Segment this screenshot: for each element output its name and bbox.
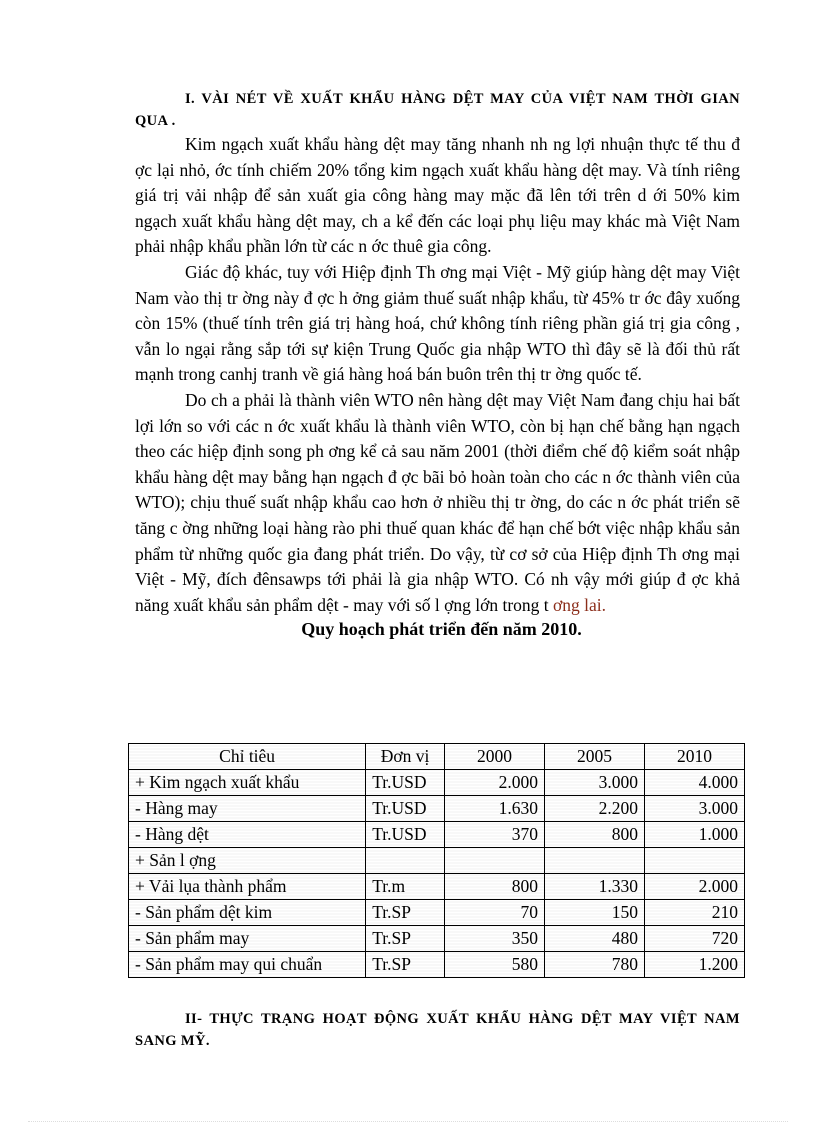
table-row: [129, 874, 745, 900]
table-header-row: [129, 744, 745, 770]
page-bottom-border: [28, 1121, 788, 1122]
header-cell: 2000: [444, 744, 544, 770]
table-cell: Tr.USD: [366, 796, 445, 822]
table-cell: 2.000: [644, 874, 744, 900]
table-cell: 210: [644, 900, 744, 926]
header-cell: Chỉ tiêu: [129, 744, 366, 770]
paragraph-2: Giác độ khác, tuy với Hiệp định Th ơng mại Việt - Mỹ giúp hàng dệt may Việt Nam vào thị tr ờng này đ ợc h ởng giảm thuế suất nhập khẩu, từ 45% tr ớc đây xuống còn 15% (thuế tính trên giá trị hàng hoá, chứ không tính riêng phần giá trị gia công , vẫn lo ngại rằng sắp tới sự kiện Trung Quốc gia nhập WTO thì đây sẽ là đối thủ rất mạnh trong canhj tranh về giá hàng hoá bán buôn trên thị tr ờng quốc tế.: [135, 261, 740, 385]
table-cell: - Hàng may: [129, 796, 366, 822]
section-2: [135, 1008, 740, 1052]
table-cell: 2.200: [544, 796, 644, 822]
table-cell: - Sản phẩm dệt kim: [129, 900, 366, 926]
table-cell: 2.000: [444, 770, 544, 796]
table-cell: 480: [544, 926, 644, 952]
table-cell: 780: [544, 952, 644, 978]
paragraph-3-tail: ơng lai.: [553, 594, 607, 615]
header-cell: 2010: [644, 744, 744, 770]
table-cell: 580: [444, 952, 544, 978]
table-cell: 800: [444, 874, 544, 900]
table-row: [129, 926, 745, 952]
table-row: [129, 848, 745, 874]
document-body: [135, 88, 740, 640]
table-row: [129, 796, 745, 822]
paragraph-1: Kim ngạch xuất khẩu hàng dệt may tăng nhanh nh ng lợi nhuận thực tế thu đ ợc lại nhỏ, ớc tính chiếm 20% tổng kim ngạch xuất khẩu hàng dệt may. Và tính riêng giá trị vải nhập để sản xuất gia công hàng may mặc đã lên tới trên d ới 50% kim ngạch xuất khẩu hàng dệt may, ch a kể đến các loại phụ liệu may khác mà Việt Nam phải nhập khẩu phần lớn từ các n ớc thuê gia công.: [135, 134, 740, 257]
table-cell: Tr.USD: [366, 822, 445, 848]
section-1-heading: I. VÀI NÉT VỀ XUẤT KHẨU HÀNG DỆT MAY CỦA VIỆT NAM THỜI GIAN QUA .: [135, 91, 740, 129]
table-cell: [644, 848, 744, 874]
table-cell: 370: [444, 822, 544, 848]
table-row: [129, 900, 745, 926]
table-cell: + Sản l ợng: [129, 848, 366, 874]
table-cell: 150: [544, 900, 644, 926]
table-cell: + Kim ngạch xuất khẩu: [129, 770, 366, 796]
table-cell: Tr.SP: [366, 926, 445, 952]
table-cell: - Hàng dệt: [129, 822, 366, 848]
table-cell: - Sản phẩm may qui chuẩn: [129, 952, 366, 978]
table-cell: 800: [544, 822, 644, 848]
table-cell: 1.330: [544, 874, 644, 900]
table-title: Quy hoạch phát triển đến năm 2010.: [301, 619, 582, 640]
paragraph-3-text: Do ch a phải là thành viên WTO nên hàng dệt may Việt Nam đang chịu hai bất lợi lớn so với các n ớc xuất khẩu là thành viên WTO, còn bị hạn chế bằng hạn ngạch theo các hiệp định song ph ơng kể cả sau năm 2001 (thời điểm chế độ kiểm soát nhập khẩu hàng dệt may bằng hạn ngạch đ ợc bãi bỏ hoàn toàn cho các n ớc thành viên của WTO); chịu thuế suất nhập khẩu cao hơn ở nhiều thị tr ờng, do các n ớc phát triển sẽ tăng c ờng những loại hàng rào phi thuế quan khác để hạn chế bớt việc nhập khẩu sản phẩm từ những quốc gia đang phát triển. Do vậy, từ cơ sở của Hiệp định Th ơng mại Việt - Mỹ, đích đênsawps tới phải là gia nhập WTO. Có nh vậy mới giúp đ ợc khả năng xuất khẩu sản phẩm dệt - may với số l ợng lớn trong t: [135, 389, 740, 615]
table-cell: 1.630: [444, 796, 544, 822]
table-cell: [366, 848, 445, 874]
header-cell: 2005: [544, 744, 644, 770]
table-cell: 4.000: [644, 770, 744, 796]
table-cell: - Sản phẩm may: [129, 926, 366, 952]
section-2-heading: II- THỰC TRẠNG HOẠT ĐỘNG XUẤT KHẨU HÀNG DỆT MAY VIỆT NAM SANG MỸ.: [135, 1011, 740, 1049]
table-cell: Tr.SP: [366, 952, 445, 978]
table-cell: Tr.SP: [366, 900, 445, 926]
development-plan-table: [128, 743, 745, 978]
table-cell: [544, 848, 644, 874]
table-cell: Tr.m: [366, 874, 445, 900]
table-cell: + Vải lụa thành phẩm: [129, 874, 366, 900]
table-cell: 3.000: [544, 770, 644, 796]
table-row: [129, 822, 745, 848]
table-cell: 720: [644, 926, 744, 952]
table-cell: 70: [444, 900, 544, 926]
table-cell: 1.000: [644, 822, 744, 848]
table-cell: 3.000: [644, 796, 744, 822]
table-row: [129, 952, 745, 978]
table-cell: Tr.USD: [366, 770, 445, 796]
table-cell: 1.200: [644, 952, 744, 978]
header-cell: Đơn vị: [366, 744, 445, 770]
paragraph-3: [135, 388, 740, 618]
table-cell: 350: [444, 926, 544, 952]
table-cell: [444, 848, 544, 874]
table-row: [129, 770, 745, 796]
